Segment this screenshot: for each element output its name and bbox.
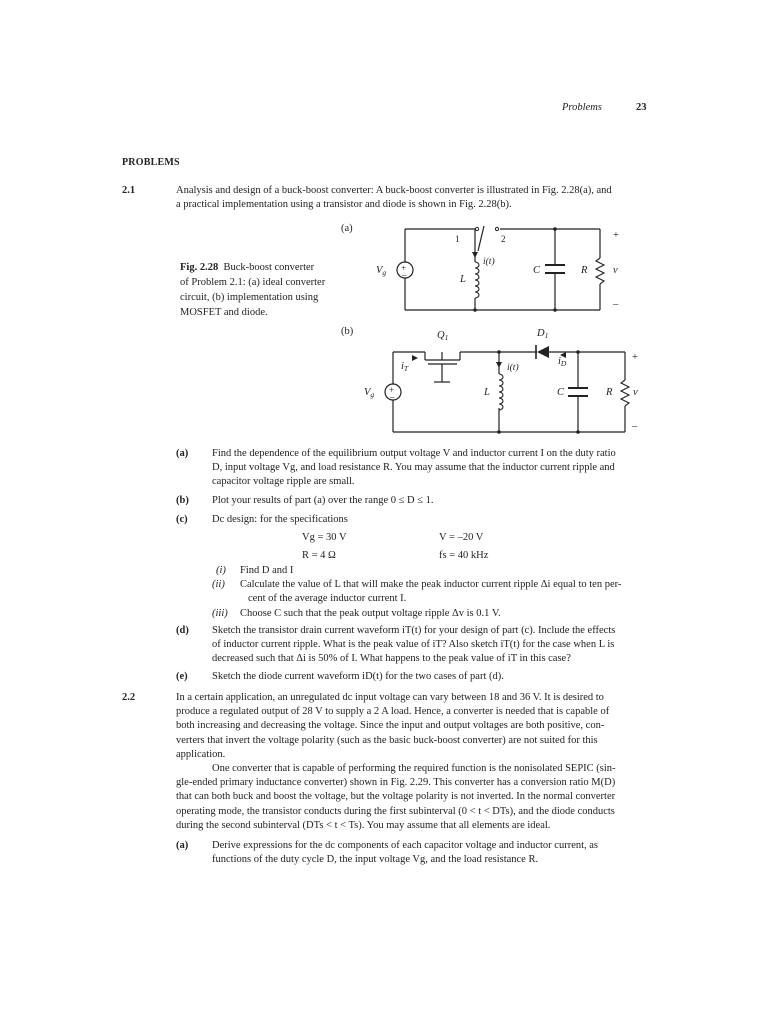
label-id-b: $i_D$ xyxy=(558,356,567,368)
label-vg-b: $V_g$ xyxy=(364,387,375,399)
part-label: (e) xyxy=(176,671,188,682)
page-number: 23 xyxy=(636,102,647,113)
part-e-text: Sketch the diode current waveform iD(t) for the two cases of part (d). xyxy=(212,671,504,682)
source-plus-b: + xyxy=(389,385,395,395)
inductor-icon xyxy=(475,262,479,298)
source-minus-b: – xyxy=(390,392,395,402)
part-label: (c) xyxy=(176,514,188,525)
part-d-text: Sketch the transistor drain current waveform iT(t) for your design of part (c). Include the effects of inductor current ripple. What is the peak value of iT? Also sketch iT(t) for the case when L is decreased such that Δi is 50% of I. What happens to the peak value of iT in this case? xyxy=(212,625,616,665)
running-header-title: Problems xyxy=(562,102,602,113)
intro-line: a practical implementation using a transistor and diode is shown in Fig. 2.28(b). xyxy=(176,199,512,211)
inductor-icon xyxy=(499,374,503,410)
part-label: (b) xyxy=(176,495,189,506)
label-c-a: C xyxy=(533,265,541,276)
spec-v: V = –20 V xyxy=(439,532,484,543)
problem-number-2-2: 2.2 xyxy=(122,692,136,703)
label-c-b: C xyxy=(557,387,565,398)
label-it-a: i(t) xyxy=(483,257,495,267)
resistor-icon xyxy=(621,380,629,406)
spec-vg: Vg = 30 V xyxy=(302,532,347,543)
label-it-b: $i_T$ xyxy=(401,361,409,373)
arrow-icon xyxy=(496,362,502,368)
output-plus-a: + xyxy=(613,230,619,241)
label-q1: $Q_1$ xyxy=(437,330,449,342)
label-d1: $D_1$ xyxy=(537,328,549,340)
problem-2-2-text: In a certain application, an unregulated dc input voltage can vary between 18 and 36 V. It is desired to produce a regulated output of 28 V to supply a 2 A load. Hence, a converter is needed that is capable of both increasing and decreasing the voltage. Since the input and output voltages are both positive, con- verters that invert the voltage polarity (such as the basic buck-boost converter) are not suited for this application. One converter that is capable of performing the required function is the nonisolated SEPIC (sin- gle-ended primary inductance converter) shown in Fig. 2.29. This converter has a conversion ratio M(D) that can both buck and boost the voltage, but the voltage polarity is not inverted. In the normal converter operating mode, the transistor conducts during the first subinterval (0 < t < DTs), and the diode conducts during the second subinterval (DTs < t < Ts). You may assume that all elements are ideal. xyxy=(176,692,616,831)
switch-pos-2: 2 xyxy=(501,234,506,244)
figure-label-b: (b) xyxy=(341,326,354,337)
switch-pos-1: 1 xyxy=(455,234,460,244)
subpart-ii-text: Calculate the value of L that will make the peak inductor current ripple Δi equal to ten per- cent of the average inductor current I. xyxy=(240,579,622,605)
label-vg-a: $V_g$ xyxy=(376,265,387,277)
label-l-a: L xyxy=(460,274,466,285)
part-label: (a) xyxy=(176,840,189,851)
output-minus-b: – xyxy=(632,421,638,432)
subpart-label: (iii) xyxy=(212,608,228,619)
source-minus-a: – xyxy=(402,270,407,280)
problem-2-2-part-a-text: Derive expressions for the dc components of each capacitor voltage and inductor current, as functions of the duty cycle D, the input voltage Vg, and the load resistance R. xyxy=(212,840,599,866)
output-minus-a: – xyxy=(613,299,619,310)
caption-line: of Problem 2.1: (a) ideal converter xyxy=(180,277,326,288)
label-l-b: L xyxy=(484,387,490,398)
subpart-label: (ii) xyxy=(212,579,225,590)
figure-label-a: (a) xyxy=(341,223,353,234)
arrow-icon xyxy=(472,252,478,258)
label-i-b: i(t) xyxy=(507,363,519,373)
diode-icon xyxy=(537,346,549,358)
source-plus-a: + xyxy=(401,263,407,273)
subpart-i-text: Find D and I xyxy=(240,565,294,576)
subpart-label: (i) xyxy=(216,565,226,576)
arrow-icon xyxy=(412,355,418,361)
label-r-a: R xyxy=(581,265,588,276)
caption-line: MOSFET and diode. xyxy=(180,307,268,318)
caption-line: circuit, (b) implementation using xyxy=(180,292,319,303)
label-v-b: v xyxy=(633,387,638,398)
figure-label: Fig. 2.28 xyxy=(180,262,219,273)
spec-r: R = 4 Ω xyxy=(302,550,336,561)
resistor-icon xyxy=(596,258,604,284)
part-a-text: Find the dependence of the equilibrium output voltage V and inductor current I on the duty ratio D, input voltage Vg, and load resistance R. You may assume that the inductor current ripple and capacitor voltage ripple are small. xyxy=(212,448,616,488)
section-title: PROBLEMS xyxy=(122,157,180,168)
part-label: (a) xyxy=(176,448,189,459)
problem-number-2-1: 2.1 xyxy=(122,185,136,196)
subpart-iii-text: Choose C such that the peak output voltage ripple Δv is 0.1 V. xyxy=(240,608,501,619)
part-c-text: Dc design: for the specifications xyxy=(212,514,348,525)
spec-fs: fs = 40 kHz xyxy=(439,550,489,561)
intro-line: Analysis and design of a buck-boost converter: A buck-boost converter is illustrated in Fig. 2.28(a), and xyxy=(176,185,612,196)
label-r-b: R xyxy=(606,387,613,398)
label-v-a: v xyxy=(613,265,618,276)
output-plus-b: + xyxy=(632,352,638,363)
part-b-text: Plot your results of part (a) over the range 0 ≤ D ≤ 1. xyxy=(212,495,434,506)
part-label: (d) xyxy=(176,625,189,636)
caption-line: Buck-boost converter xyxy=(223,262,315,273)
